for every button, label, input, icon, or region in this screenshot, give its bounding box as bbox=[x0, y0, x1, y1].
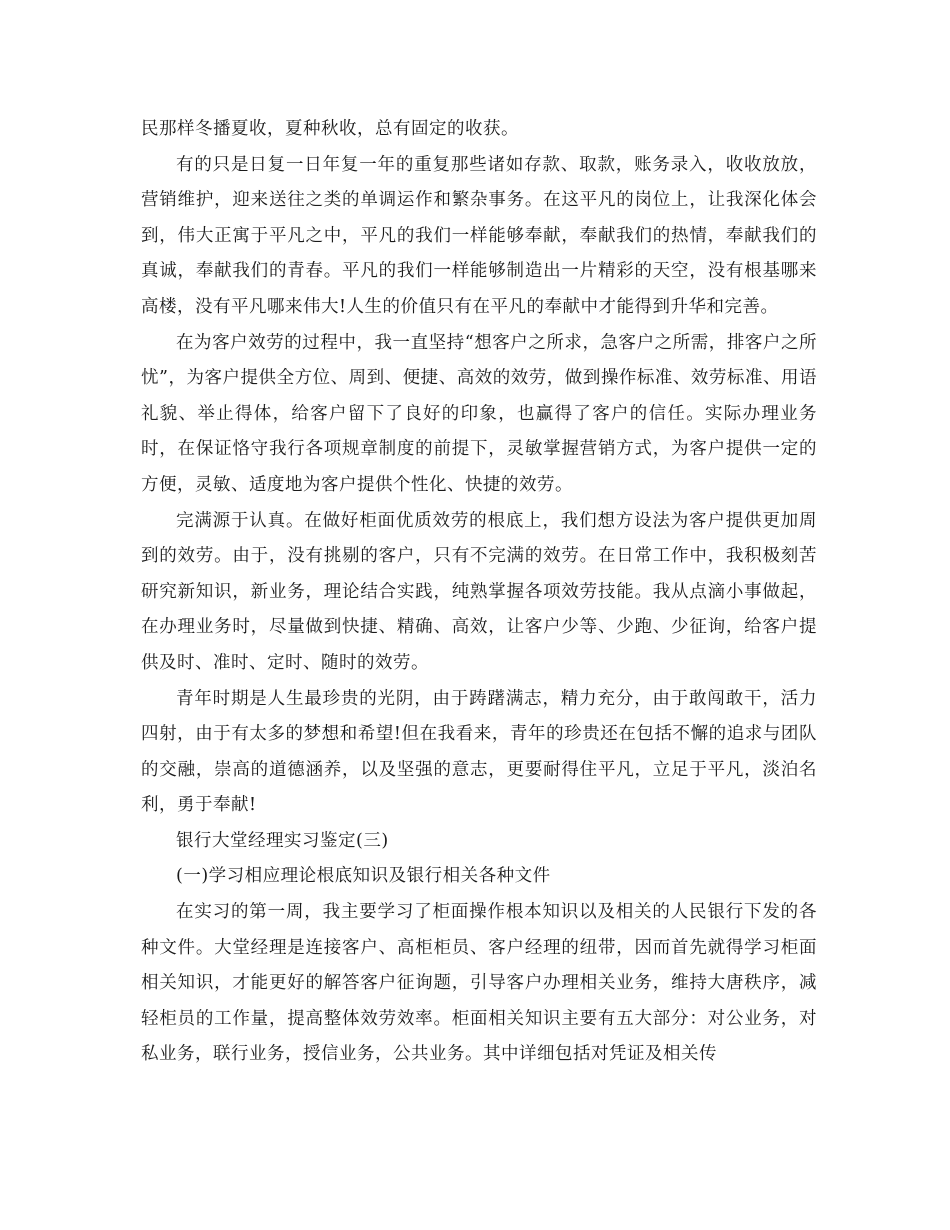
subsection-title: (一)学习相应理论根底知识及银行相关各种文件 bbox=[176, 866, 551, 887]
paragraph-customer-service: 在为客户效劳的过程中，我一直坚持“想客户之所求，急客户之所需，排客户之所忧”，为客户提供全方位、周到、便捷、高效的效劳，做到操作标准、效劳标准、用语礼貌、举止得体，给客户留下了良好的印象，也赢得了客户的信任。实际办理业务时，在保证恪守我行各项规章制度的前提下，灵敏掌握营销方式，为客户提供一定的方便，灵敏、适度地为客户提供个性化、快捷的效劳。 bbox=[141, 332, 817, 495]
paragraph-perfection: 完满源于认真。在做好柜面优质效劳的根底上，我们想方设法为客户提供更加周到的效劳。由于，没有挑剔的客户，只有不完满的效劳。在日常工作中，我积极刻苦研究新知识，新业务，理论结合实践，纯熟掌握各项效劳技能。我从点滴小事做起，在办理业务时，尽量做到快捷、精确、高效，让客户少等、少跑、少征询，给客户提供及时、准时、定时、随时的效劳。 bbox=[141, 510, 817, 673]
section-title: 银行大堂经理实习鉴定(三) bbox=[176, 830, 389, 851]
paragraph-first-week: 在实习的第一周，我主要学习了柜面操作根本知识以及相关的人民银行下发的各种文件。大堂经理是连接客户、高柜柜员、客户经理的纽带，因而首先就得学习柜面相关知识，才能更好的解答客户征询题，引导客户办理相关业务，维持大唐秩序，减轻柜员的工作量，提高整体效劳效率。柜面相关知识主要有五大部分：对公业务，对私业务，联行业务，授信业务，公共业务。其中详细包括对凭证及相关传 bbox=[141, 902, 817, 1065]
paragraph-continuation: 民那样冬播夏收，夏种秋收，总有固定的收获。 bbox=[141, 119, 519, 139]
paragraph-ordinary-work: 有的只是日复一日年复一年的重复那些诸如存款、取款，账务录入，收收放放，营销维护，迎来送往之类的单调运作和繁杂事务。在这平凡的岗位上，让我深化体会到，伟大正寓于平凡之中，平凡的我们一样能够奉献，奉献我们的热情，奉献我们的真诚，奉献我们的青春。平凡的我们一样能够制造出一片精彩的天空，没有根基哪来高楼，没有平凡哪来伟大!人生的价值只有在平凡的奉献中才能得到升华和完善。 bbox=[141, 154, 817, 317]
document-body bbox=[141, 112, 817, 1073]
paragraph-youth: 青年时期是人生最珍贵的光阴，由于踌躇满志，精力充分，由于敢闯敢干，活力四射，由于有太多的梦想和希望!但在我看来，青年的珍贵还在包括不懈的追求与团队的交融，崇高的道德涵养，以及坚强的意志，更要耐得住平凡，立足于平凡，淡泊名利，勇于奉献! bbox=[141, 688, 817, 816]
